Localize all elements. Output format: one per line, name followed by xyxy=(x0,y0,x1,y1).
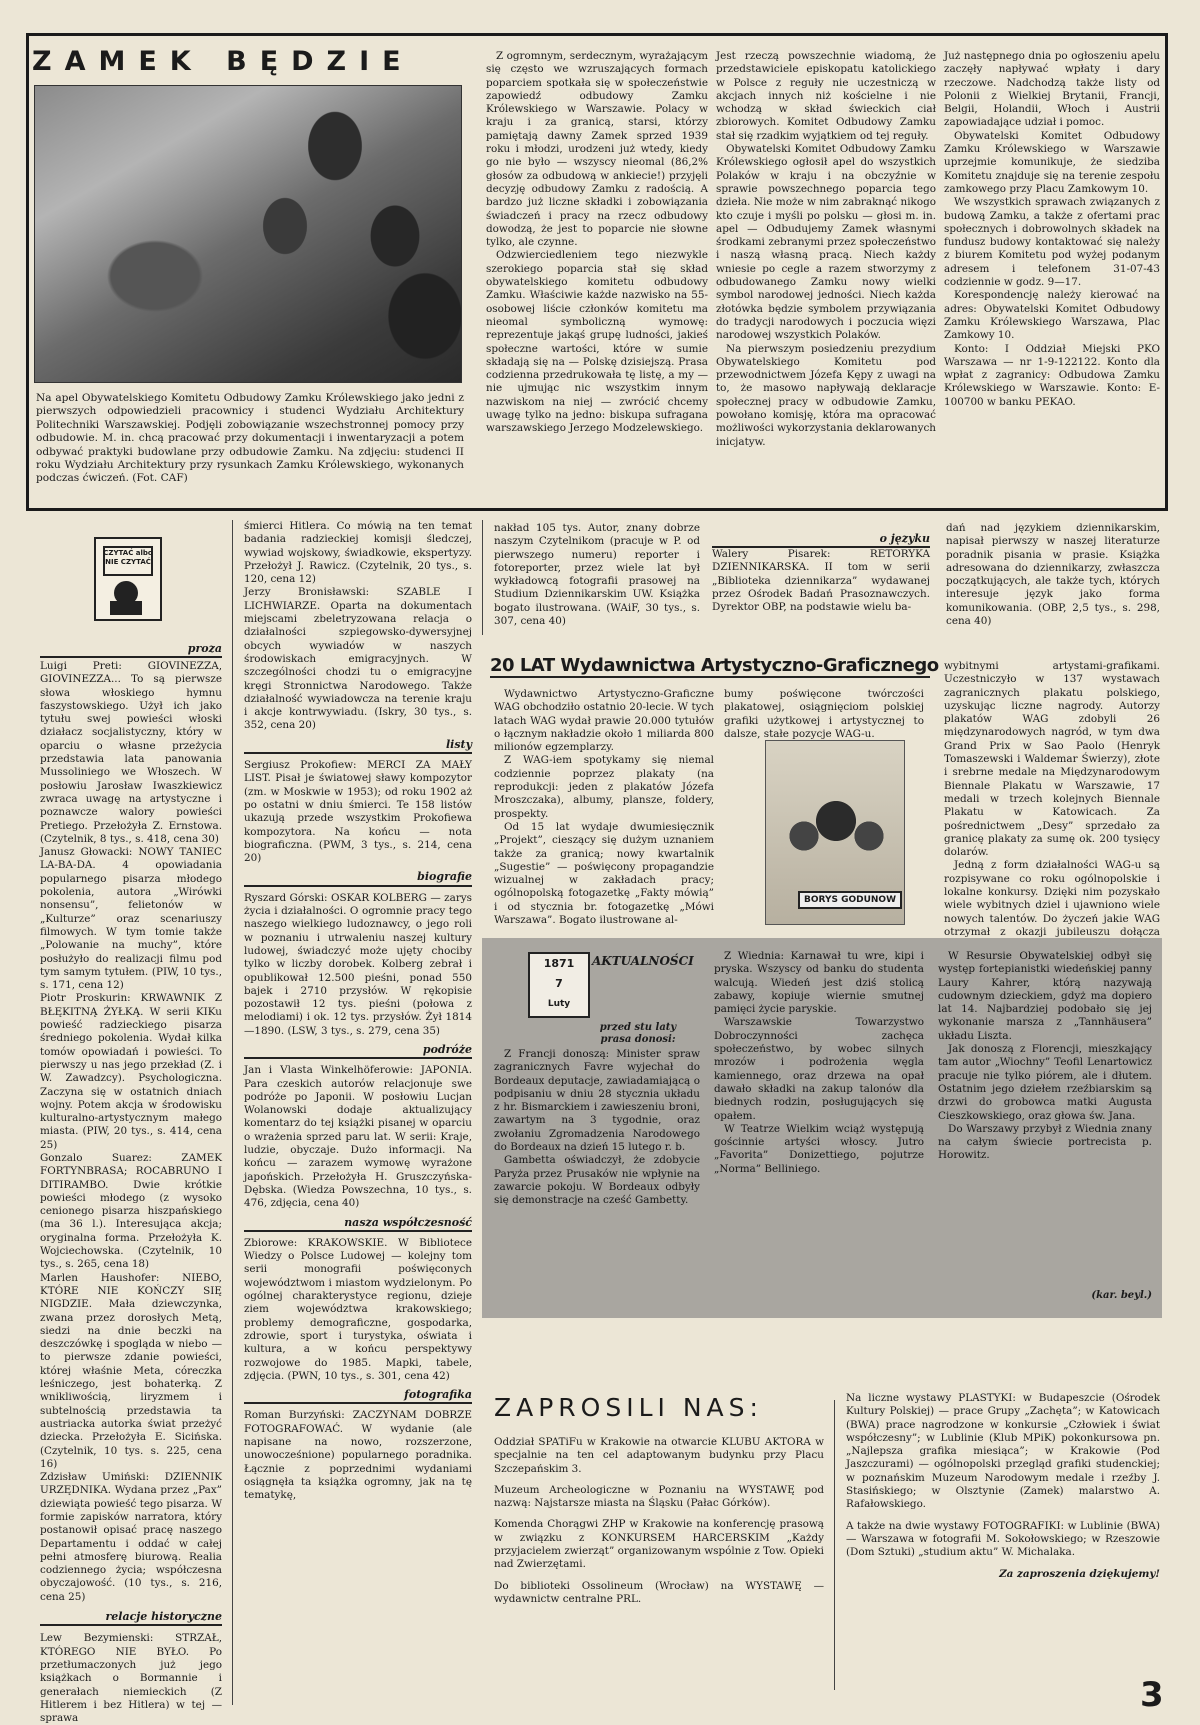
divider xyxy=(232,520,233,1705)
section-biografie: biografie xyxy=(244,870,472,886)
books-column-4: Walery Pisarek: RETORYKA DZIENNIKARSKA. II tom w serii „Biblioteka dziennikarza” wydawanej przez Ośrodek Badań Prasoznawczych. Dyrektor OBP, na podstawie wielu ba- xyxy=(712,548,930,614)
section-relacje: relacje historyczne xyxy=(40,1610,222,1626)
list-item: Komenda Chorągwi ZHP w Krakowie na konferencję prasową w związku z KONKURSEM HARCERSKIM „Każdy przyjacielem zwierząt” organizowanym wspólnie z Tow. Opieki nad Zwierzętami. xyxy=(494,1518,824,1571)
history-column-1: Z Francji donoszą: Minister spraw zagranicznych Favre wyjechał do Bordeaux deputacje, zawiadamiającą o podpisaniu w dniu 28 stycznia układu z hr. Bismarckiem i zawieszeniu broni, zawartym na 3 tygodnie, oraz zwołaniu Zgromadzenia Narodowego do Bordeaux na dzień 15 lutego r. b. Gambetta oświadczył, że zdobycie Paryża przez Prusaków nie wpłynie na zawarcie pokoju. W Bordeaux odbyły się demonstracje na cześć Gambetty. xyxy=(494,1048,700,1207)
zaprosili-list xyxy=(494,1436,824,1696)
top-column-1: Z ogromnym, serdecznym, wyrażającym się często we wzruszających formach poparciem spotkała się w społeczeństwie zapowiedź odbudowy Zamku Królewskiego w Warszawie. Polacy w kraju i za granicą, starsi, którzy pamiętają dawny Zamek sprzed 1939 roku i młodzi, urodzeni już wtedy, kiedy go nie było — wszyscy nieomal (86,2% głosów za odbudową w ankiecie!) przyjęli decyzję odbudowy Zamku z radością. A bardzo już liczne składki i zobowiązania świadczeń i pracy na rzecz odbudowy dowodzą, że jest to poparcie nie słowne tylko, ale czynne. Odzwierciedleniem tego niezwykle szerokiego poparcia stał się skład obywatelskiego komitetu odbudowy Zamku. Właściwie każde nazwisko na 55-osobowej liście członków komitetu ma nieomal symboliczną wymowę: reprezentuje jakąś grupę ludności, jakieś społeczne wartości, które w sumie składają się na — Polskę dzisiejszą. Prasa codzienna przedrukowała tę listę, a my — nie ujmując nic wszystkim innym nazwiskom na niej — zwrócić chcemy uwagę tylko na jedno: biskupa sufragana warszawskiego Jerzego Modzelewskiego. xyxy=(486,50,708,435)
list-item: Oddział SPATiFu w Krakowie na otwarcie KLUBU AKTORA w specjalnie na ten cel adaptowanym budynku przy Placu Szczepańskim 3. xyxy=(494,1436,824,1475)
history-column-2: Z Wiednia: Karnawał tu wre, kipi i pryska. Wszyscy od banku do studenta walcują. Wiedeń jest dziś stolicą zabawy, kopiuje wiernie smutnej pamięci życie paryskie. Warszawskie Towarzystwo Dobroczynności zachęca społeczeństwo, by wobec silnych mrozów i podrożenia węgla kamiennego, oraz drzewa na opał dawało składki na zakup talonów dla biednych rodzin, posługujących się opałem. W Teatrze Wielkim wciąż występują gościnnie artyści włoscy. Jutro „Favorita” Donizettiego, pojutrze „Norma” Belliniego. xyxy=(714,950,924,1175)
divider xyxy=(482,520,483,635)
history-column-3: W Resursie Obywatelskiej odbył się występ fortepianistki wiedeńskiej panny Laury Kahrer, którą nazywają cudownym dzieckiem, gdyż ma dopiero lat 14. Najbardziej podobało się jej wykonanie marsza z „Tannhäusera” układu Liszta. Jak donoszą z Florencji, mieszkający tam autor „Wiochny” Teofil Lenartowicz pracuje nie tylko piórem, ale i dłutem. Ostatnim jego dziełem rzeźbiarskim są drzwi do grobowca matki Augusta Cieszkowskiego, oraz głowa św. Jana. Do Warszawy przybył z Wiednia znany na całym świecie portrecista p. Horowitz. xyxy=(938,950,1152,1162)
calendar-box: 1871 7 Luty xyxy=(528,952,590,1018)
wag-column-1: Wydawnictwo Artystyczno-Graficzne WAG obchodziło ostatnio 20-lecie. W tych latach WAG wydał prawie 20.000 tytułów o łącznym nakładzie około 1 miliarda 800 milionów egzemplarzy. Z WAG-iem spotykamy się niemal codziennie poprzez plakaty (na reprodukcji: jeden z plakatów Józefa Mroszczaka), albumy, plansze, foldery, prospekty. Od 15 lat wydaje dwumiesięcznik „Projekt”, cieszący się dużym uznaniem także za granicą; nowy kwartalnik „Sugestie” — poświęcony propagandzie wizualnej w zakładach pracy; ogólnopolską fotogazetkę „Fakty mówią” i od stycznia br. fotogazetkę „Mówi Warszawa”. Bogato ilustrowane al- xyxy=(494,688,714,927)
history-header: przed stu laty prasa donosi: xyxy=(599,1022,677,1045)
photo-caption: Na apel Obywatelskiego Komitetu Odbudowy Zamku Królewskiego jako jedni z pierwszych odpowiedzieli pracownicy i studenci Wydziału Architektury Politechniki Warszawskiej. Podjęli zobowiązanie wszechstronnej pomocy przy odbudowie. M. in. chcą pracować przy dokumentacji i inwentaryzacji a potem odbywać praktyki budowlane przy odbudowie Zamku. Na zdjęciu: studenci II roku Wydziału Architektury przy rysunkach Zamku Królewskiego, wykonanych podczas ćwiczeń. (Fot. CAF) xyxy=(36,392,464,485)
wag-title: 20 LAT Wydawnictwa Artystyczno-Graficznego xyxy=(490,655,939,676)
headline: ZAMEK BĘDZIE xyxy=(32,46,414,77)
section-proza: proza xyxy=(40,642,222,658)
section-podroze: podróże xyxy=(244,1043,472,1059)
zaprosili-right: Na liczne wystawy PLASTYKI: w Budapeszcie (Ośrodek Kultury Polskiej) — prace Grupy „Zachęta”; w Katowicach (BWA) prace nagrodzone w konkursie „Człowiek i świat współczesny”; w Lublinie (Klub MPiK) pokonkursowa pn. „Najlepsza grafika miesiąca”; w Krakowie (Pod Jaszczurami) — ogólnopolski przegląd grafiki studenckiej; w poznańskim Muzeum Narodowym medale i rzeźby J. Stasińskiego; w Olsztynie (Zamek) malarstwo A. Rafałowskiego. A także na dwie wystawy FOTOGRAFIKI: w Lublinie (BWA) — Warszawa w fotografii M. Sokołowskiego; w Rzeszowie (Dom Sztuki) „studium aktu” W. Michalaka. Za zaproszenia dziękujemy! xyxy=(846,1392,1160,1580)
books-column-1: Luigi Preti: GIOVINEZZA, GIOVINEZZA... To są pierwsze słowa włoskiego hymnu faszystowskiego. Użył ich jako tytułu swej powieści włoski działacz socjalistyczny, który w oparciu o własne przeżycia przedstawia lata panowania Mussoliniego we Włoszech. W posłowiu Jarosław Iwaszkiewicz zwraca uwagę na artystyczne i poznawcze walory powieści Pretiego. Przełożyła Z. Ernstowa. (Czytelnik, 8 tys., s. 418, cena 30) Janusz Głowacki: NOWY TANIEC LA-BA-DA. 4 opowiadania popularnego pisarza młodego pokolenia, autora „Wirówki nonsensu”, felietonów w „Kulturze” oraz scenariuszy filmowych. W tym tomie także „Polowanie na muchy”, które posłużyło do realizacji filmu pod tym samym tytułem. (PIW, 10 tys., s. 171, cena 12) Piotr Proskurin: KRWAWNIK Z BŁĘKITNĄ ŻYŁKĄ. W serii KIKu powieść radzieckiego pisarza średniego pokolenia. Wydał kilka tomów opowiadań i powieści. To pierwszy u nas jego przekład (Z. i W. Zawadzcy). Psychologiczna. Zaczyna się w ostatnich dniach wojny. Potem akcja w środowisku kulturalno-artystycznym małego miasta. (PIW, 20 tys., s. 414, cena 25) Gonzalo Suarez: ZAMEK FORTYNBRASA; ROCABRUNO I DITIRAMBO. Dwie krótkie powieści młodego (z wysoko cenionego pisarza hiszpańskiego (ma 36 l.). Interesująca akcja; oryginalna forma. Przełożyła K. Wojciechowska. (Czytelnik, 10 tys., s. 265, cena 18) Marlen Haushofer: NIEBO, KTÓRE NIE KOŃCZY SIĘ NIGDZIE. Mała dziewczynka, zwana przez dorosłych Metą, siedzi na dnie beczki na deszczówkę i spogląda w niebo — to pierwsze zdanie powieści, której właśnie Meta, córeczka leśniczego, jest bohaterką. Z wnikliwością, liryzmem i subtelnością przedstawia ta austriacka autorka świat przeżyć dziecka. Przełożyła E. Sicińska. (Czytelnik, 10 tys. s. 225, cena 16) Zdzisław Umiński: DZIENNIK URZĘDNIKA. Wydana przez „Pax” dziewiąta powieść tego pisarza. W formie zapisków narratora, który postanowił opisać pracę naszego Departamentu i oddać w całej pełni atmosferę biurową. Realia codziennego życia; współczesna obyczajowość. (10 tys., s. 216, cena 25) relacje historyczne Lew Bezymienski: STRZAŁ, KTÓREGO NIE BYŁO. Po przetłumaczonych już jego książkach o Bormannie i generałach niemieckich (Z Hitlerem i bez Hitlera) w tej — sprawa xyxy=(40,660,222,1725)
poster-label: BORYS GODUNOW xyxy=(798,891,902,909)
history-signature: (kar. beyl.) xyxy=(1091,1290,1152,1301)
wag-column-3: wybitnymi artystami-grafikami. Uczestniczyło w 137 wystawach zagranicznych plakatu polskiego, uzyskując liczne nagrody. Autorzy plakatów WAG zdobyli 26 międzynarodowych nagród, w tym dwa Grand Prix w Sao Paolo (Henryk Tomaszewski i Waldemar Świerzy), złote i srebrne medale na Międzynarodowym Biennale Plakatu w Warszawie, 17 medali w trzech kolejnych Biennale Plakatu w Katowicach. Za pośrednictwem „Desy” sprzedało za granicę plakaty za sumę ok. 200 tysięcy dolarów. Jedną z form działalności WAG-u są rozpisywane co roku ogólnopolskie i lokalne konkursy. Dzięki nim pozyskało wiele wybitnych dziel i ujawniono wiele nowych talentów. Do życzeń jakie WAG otrzymał z okazji jubileuszu dołącza xyxy=(944,660,1160,938)
divider xyxy=(834,1400,835,1690)
reading-logo xyxy=(94,537,162,621)
section-o-jezyku: o języku xyxy=(712,532,930,548)
top-column-2: Jest rzeczą powszechnie wiadomą, że przedstawiciele episkopatu katolickiego w Polsce z reguły nie uczestniczą w akcjach innych niż kościelne i nie wchodzą w skład świeckich ciał zbiorowych. Komitet Odbudowy Zamku stał się rzadkim wyjątkiem od tej reguły. Obywatelski Komitet Odbudowy Zamku Królewskiego ogłosił apel do wszystkich Polaków w kraju i na obczyźnie w sprawie powszechnego poparcia tego dzieła. Nie może w nim zabraknąć nikogo kto czuje i myśli po polsku — głosi m. in. apel — Odbudujemy Zamek własnymi środkami zebranymi przez społeczeństwo i naszą własną pracą. Niech każdy wniesie po cegle a razem stworzymy z odbudowanego Zamku nowy wielki symbol narodowej jedności. Niech każda złotówka będzie symbolem przywiązania do tradycji narodowych i poczucia więzi narodowej wszystkich Polaków. Na pierwszym posiedzeniu prezydium Obywatelskiego Komitetu pod przewodnictwem Józefa Kępy z uwagi na to, że masowo napływają deklaracje społecznej pracy w odbudowie Zamku, powołano komisję, która ma opracować możliwości wykorzystania deklarowanych inicjatyw. xyxy=(716,50,936,448)
section-nasza: nasza współczesność xyxy=(244,1216,472,1232)
books-column-5: dań nad językiem dziennikarskim, napisał pierwszy w naszej literaturze poradnik pisania w prasie. Książka adresowana do dziennikarzy, zwłaszcza początkujących, ale także tych, których interesuje język jako forma komunikowania. (OBP, 2,5 tys., s. 298, cena 40) xyxy=(946,522,1160,628)
wag-end xyxy=(724,930,924,934)
godunov-poster xyxy=(765,740,905,925)
list-item: Do biblioteki Ossolineum (Wrocław) na WYSTAWĘ — wydawnictw centralne PRL. xyxy=(494,1579,824,1605)
page-number: 3 xyxy=(1140,1675,1164,1715)
wag-column-2: bumy poświęcone twórczości plakatowej, osiągnięciom polskiej grafiki użytkowej i artystycznej to dalsze, stałe pozycje WAG-u. xyxy=(724,688,924,740)
top-column-3: Już następnego dnia po ogłoszeniu apelu zaczęły napływać wpłaty i dary rzeczowe. Nadchodzą także listy od Polonii z Wielkiej Brytanii, Francji, Belgii, Holandii, Włoch i Austrii zapowiadające udział i pomoc. Obywatelski Komitet Odbudowy Zamku Królewskiego w Warszawie uprzejmie komunikuje, że siedziba Komitetu znajduje się na terenie zespołu zamkowego przy Placu Zamkowym 10. We wszystkich sprawach związanych z budową Zamku, a także z ofertami prac społecznych i dobrowolnych składek na fundusz budowy kontaktować się należy z biurem Komitetu pod wyżej podanym adresem i telefonem 31-07-43 codziennie w godz. 9—17. Korespondencję należy kierować na adres: Obywatelski Komitet Odbudowy Zamku Królewskiego Warszawa, Plac Zamkowy 10. Konto: I Oddział Miejski PKO Warszawa — nr 1-9-122122. Konto dla wpłat z zagranicy: Odbudowa Zamku Królewskiego w Warszawie. Konto: E-100700 w banku PEKAO. xyxy=(944,50,1160,408)
zaprosili-title: ZAPROSILI NAS: xyxy=(494,1393,763,1422)
list-item: Muzeum Archeologiczne w Poznaniu na WYSTAWĘ pod nazwą: Najstarsze miasta na Śląsku (Pałac Górków). xyxy=(494,1483,824,1510)
history-masthead: AKTUALNOŚCI xyxy=(592,954,694,968)
history-text-layer xyxy=(482,938,1162,1318)
books-column-2: śmierci Hitlera. Co mówią na ten temat badania radzieckiej komisji śledczej, wywiad wojskowy, świadkowie, ekspertyzy. Przełożył J. Rawicz. (Czytelnik, 20 tys., s. 120, cena 12) Jerzy Bronisławski: SZABLE I LICHWIARZE. Oparta na dokumentach miejscami zbeletryzowana relacja o działalności szpiegowsko-dywersyjnej obcych wywiadów w naszych środowiskach emigracyjnych. W szczególności chodzi tu o emigracyjne kręgi Stronnictwa Narodowego. Także działalność wywiadowcza na terenie kraju i akcje kontrwywiadu. (Iskry, 30 tys., s. 352, cena 20) listy Sergiusz Prokofiew: MERCI ZA MAŁY LIST. Pisał je światowej sławy kompozytor (zm. w Moskwie w 1953); od roku 1902 aż po ostatni w dniu śmierci. Te 158 listów ukazują przede wszystkim Prokofiewa kompozytora. Na końcu — nota biograficzna. (PWM, 3 tys., s. 214, cena 20) biografie Ryszard Górski: OSKAR KOLBERG — zarys życia i działalności. O ogromnie pracy tego naszego wielkiego ludoznawcy, o jego roli w poznaniu i utrwaleniu naszej kultury ludowej, świadczyć może ujęty chociby tylko w liczby dorobek. Kolberg zebrał i opublikował 12.500 pieśni, ponad 550 bajek i 2710 przysłów. W rękopisie pozostawił 12 tys. pieśni (połowa z melodiami) i ok. 12 tys. przysłów. Żył 1814—1890. (LSW, 3 tys., s. 279, cena 35) podróże Jan i Vlasta Winkelhöferowie: JAPONIA. Para czeskich autorów relacjonuje swe podróże po Japonii. W posłowiu Lucjan Wolanowski dodaje aktualizujący komentarz do tej książki pisanej w oparciu o wrażenia sprzed paru lat. W serii: Kraje, ludzie, obyczaje. Dużo informacji. Na końcu — zarazem wymowę wyrażone japońskich. Przełożyła H. Gruszczyńska-Dębska. (Wiedza Powszechna, 10 tys., s. 476, zdjęcia, cena 40) nasza współczesność Zbiorowe: KRAKOWSKIE. W Bibliotece Wiedzy o Polsce Ludowej — kolejny tom serii monografii poświęconych województwom i miastom wydzielonym. Po ogólnej charakterystyce regionu, dzieje ziem województwa krakowskiego; problemy demograficzne, gospodarka, zdrowie, sport i turystyka, oświata i kultura, a w końcu perspektywy rozwojowe do 1985. Mapki, tabele, zdjęcia. (PWN, 10 tys., s. 301, cena 42) fotografika Roman Burzyński: ZACZYNAM DOBRZE FOTOGRAFOWAĆ. W wydanie (ale napisane na nowo, rozszerzone, unowocześnione) popularnego poradnika. Łącznie z poprzednimi wydaniami osiągnęła ta książka ogromny, jak na tę tematykę, xyxy=(244,520,472,1502)
section-fotografika: fotografika xyxy=(244,1388,472,1404)
students-photo xyxy=(34,85,462,383)
section-listy: listy xyxy=(244,738,472,754)
reading-logo-text: CZYTAĆ albo NIE CZYTAĆ xyxy=(103,549,153,566)
books-column-3: nakład 105 tys. Autor, znany dobrze naszym Czytelnikom (pracuje w P. od pierwszego numeru) reporter i fotoreporter, przez wiele lat był wykładowcą fotografii prasowej na Studium Dziennikarskim UW. Książka bogato ilustrowana. (WAiF, 30 tys., s. 307, cena 40) xyxy=(494,522,700,628)
